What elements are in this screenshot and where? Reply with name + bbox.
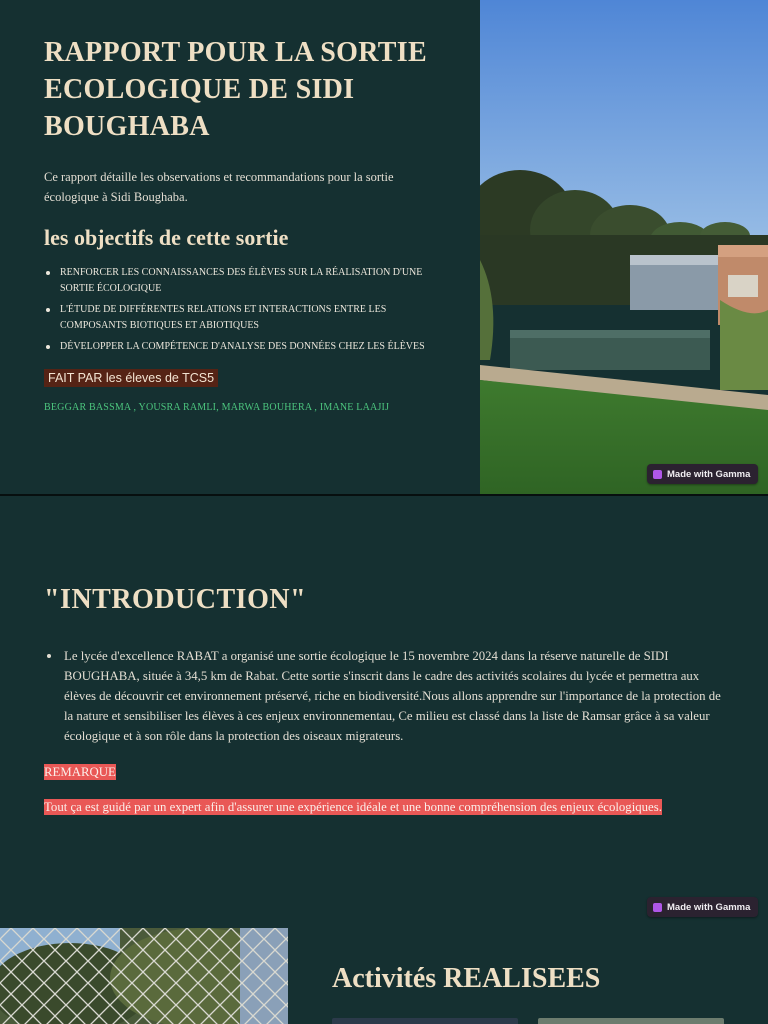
activity-photo bbox=[538, 1018, 724, 1024]
objective-item: DÉVELOPPER LA COMPÉTENCE D'ANALYSE DES DONNÉES CHEZ LES ÉLÈVES bbox=[44, 339, 434, 355]
made-by-label: FAIT PAR les éleves de TCS5 bbox=[44, 369, 218, 387]
objectives-list bbox=[44, 265, 434, 355]
made-with-gamma-badge[interactable] bbox=[647, 897, 758, 917]
activities-slide bbox=[0, 926, 768, 1024]
title-slide bbox=[0, 0, 768, 495]
reserve-photo bbox=[480, 0, 768, 495]
remark-row bbox=[44, 796, 684, 817]
introduction-slide bbox=[0, 496, 768, 926]
gamma-logo-icon bbox=[653, 470, 662, 479]
activities-title: Activités REALISEES bbox=[332, 963, 601, 994]
remark-row bbox=[44, 761, 728, 782]
authors: BEGGAR BASSMA , YOUSRA RAMLI, MARWA BOUHERA , IMANE LAAJIJ bbox=[44, 402, 390, 413]
title-slide-content bbox=[44, 34, 434, 413]
objectives-heading: les objectifs de cette sortie bbox=[44, 225, 289, 250]
fence-photo bbox=[0, 928, 288, 1024]
badge-label: Made with Gamma bbox=[667, 901, 751, 913]
fence-photo-image bbox=[0, 928, 288, 1024]
report-lead: Ce rapport détaille les observations et recommandations pour la sortie écologique à Sidi Boughaba. bbox=[44, 170, 394, 204]
made-with-gamma-badge[interactable] bbox=[647, 464, 758, 484]
made-by-row bbox=[44, 369, 434, 387]
introduction-paragraph: Le lycée d'excellence RABAT a organisé une sortie écologique le 15 novembre 2024 dans la réserve naturelle de SIDI BOUGHABA, située à 34,5 km de Rabat. Cette sortie s'inscrit dans le cadre des activités scolaires du lycée et permettra aux élèves de découvrir cet environnement préservé, riche en biodiversité.Nous allons apprendre sur l'importance de la protection de la nature et sensibiliser les élèves à ces enjeux environnementau, Ce milieu est classé dans la liste de Ramsar grâce à sa valeur écologique et à son rôle dans la protection des oiseaux migrateurs. bbox=[44, 646, 728, 746]
reserve-photo-image bbox=[480, 0, 768, 495]
introduction-title: "INTRODUCTION" bbox=[44, 584, 307, 615]
report-title: RAPPORT POUR LA SORTIE ECOLOGIQUE DE SIDI BOUGHABA bbox=[44, 37, 427, 142]
remark-text: Tout ça est guidé par un expert afin d'assurer une expérience idéale et une bonne compréhension des enjeux écologiques. bbox=[44, 800, 662, 814]
gamma-logo-icon bbox=[653, 903, 662, 912]
introduction-body bbox=[44, 646, 728, 817]
badge-label: Made with Gamma bbox=[667, 468, 751, 480]
remark-label: REMARQUE bbox=[44, 765, 116, 779]
introduction-list bbox=[44, 646, 728, 746]
objective-item: L'ÉTUDE DE DIFFÉRENTES RELATIONS ET INTERACTIONS ENTRE LES COMPOSANTS BIOTIQUES ET ABIOTIQUES bbox=[44, 302, 434, 334]
activity-photo bbox=[332, 1018, 518, 1024]
objective-item: RENFORCER LES CONNAISSANCES DES ÉLÈVES SUR LA RÉALISATION D'UNE SORTIE ÉCOLOGIQUE bbox=[44, 265, 434, 297]
